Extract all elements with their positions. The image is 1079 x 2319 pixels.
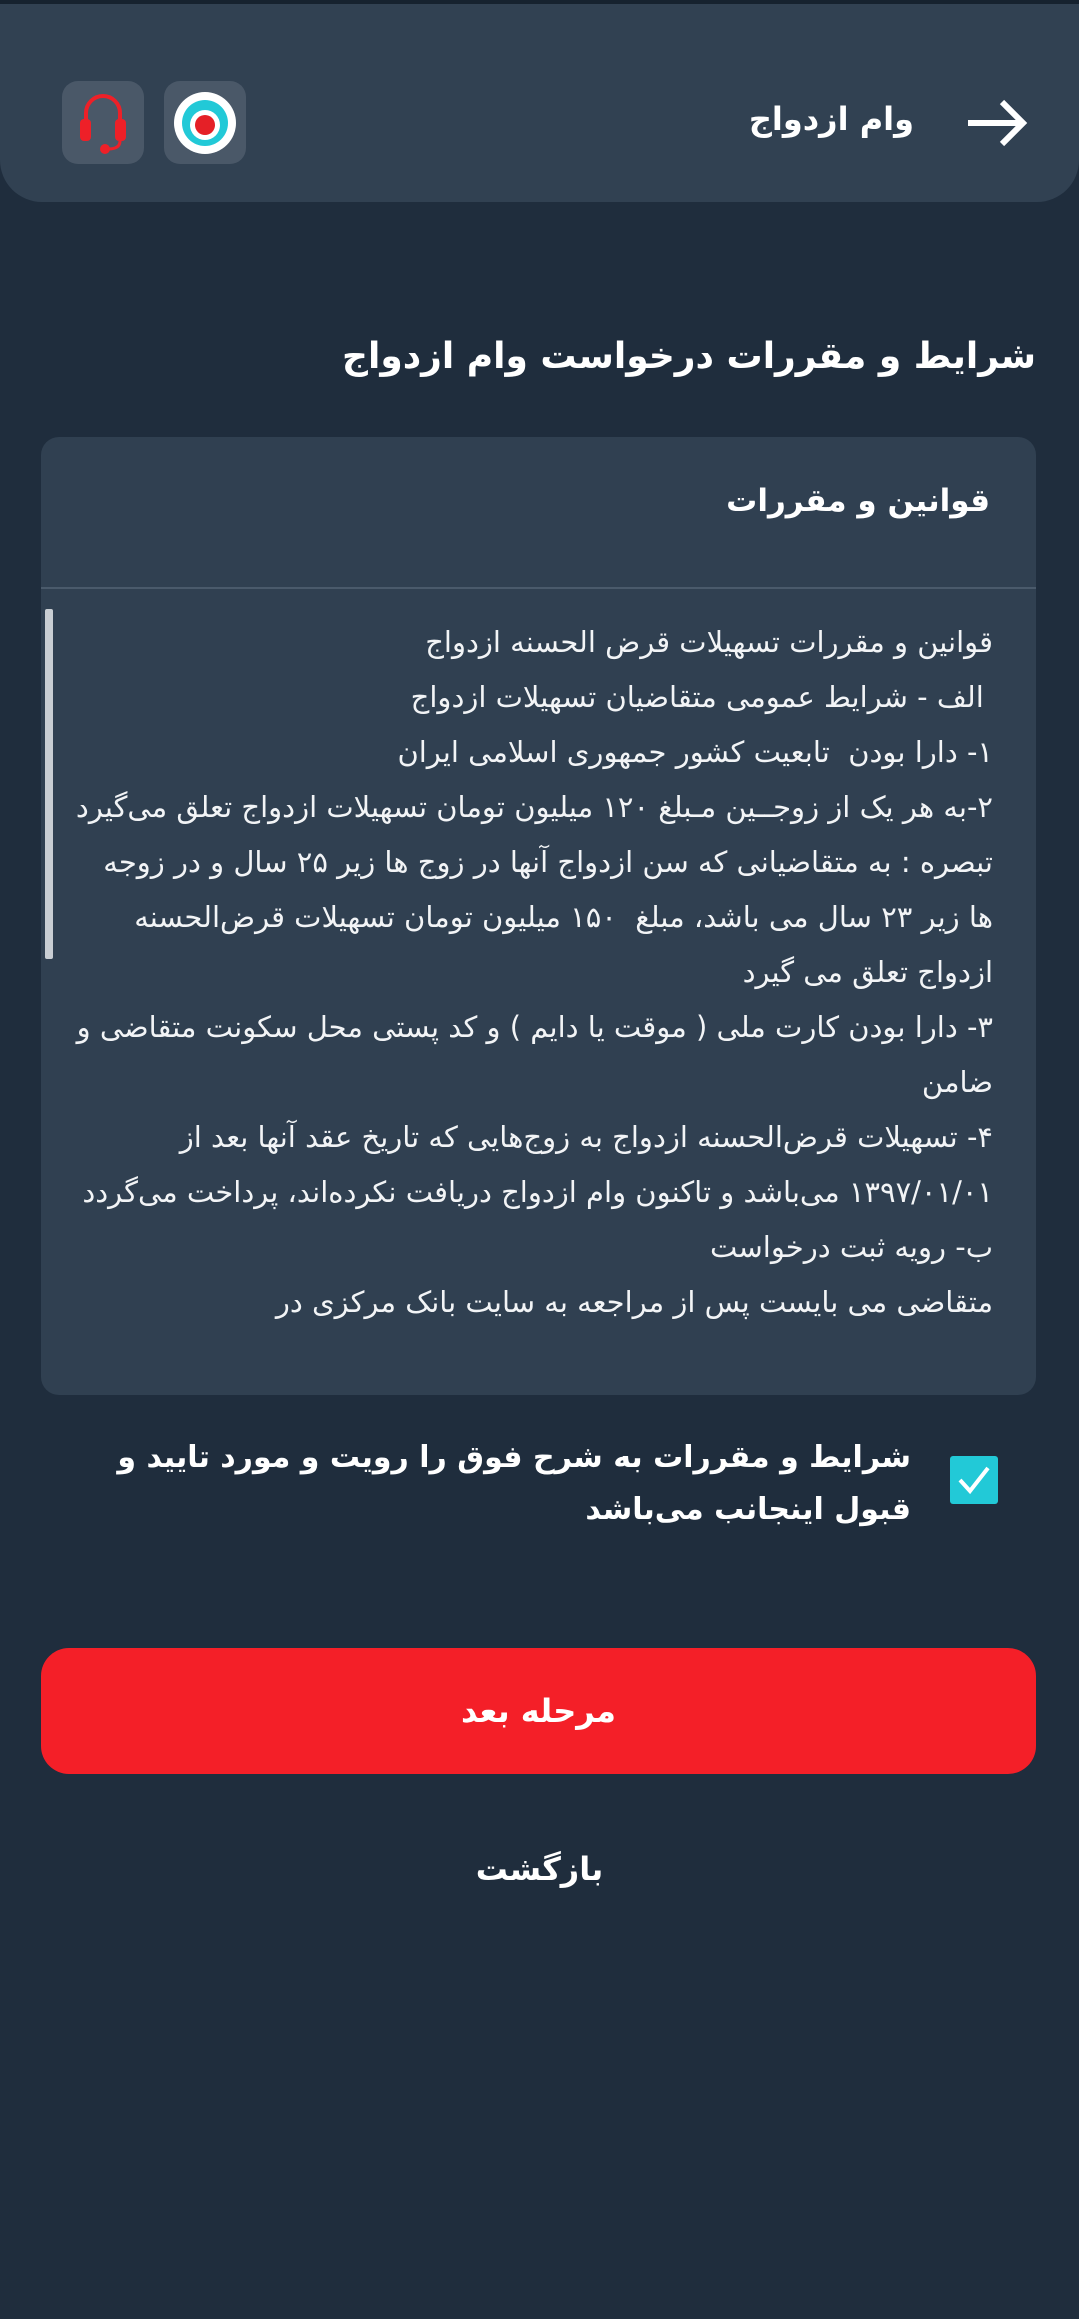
terms-card-title: قوانین و مقررات [726, 483, 990, 519]
header-title: وام ازدواج [748, 100, 914, 138]
bank-logo-button[interactable] [164, 81, 246, 164]
agree-label[interactable]: شرایط و مقررات به شرح فوق را رویت و مورد تایید و قبول اینجانب می‌باشد [117, 1440, 911, 1527]
terms-line: قوانین و مقررات تسهیلات قرض الحسنه ازدواج [425, 625, 993, 659]
arrow-right-icon[interactable] [966, 98, 1028, 148]
app-header [0, 4, 1079, 202]
terms-line: الف - شرایط عمومی متقاضیان تسهیلات ازدواج [410, 680, 993, 714]
terms-line: تبصره : به متقاضیانی که سن ازدواج آنها در زوج ها زیر ۲۵ سال و در زوجه ها زیر ۲۳ سال می باشد، مبلغ ۱۵۰ میلیون تومان تسهیلات قرض‌الحسنه ازدواج تعلق می گیرد [94, 845, 993, 989]
target-icon [173, 91, 237, 155]
terms-card [41, 437, 1036, 1395]
terms-line: ۱- دارا بودن تابعیت کشور جمهوری اسلامی ایران [397, 735, 993, 769]
terms-line: متقاضی می بایست پس از مراجعه به سایت بانک مرکزی در [275, 1285, 993, 1319]
headset-icon [78, 91, 128, 155]
terms-line: ۲-به هر یک از زوجــین مـبلغ ۱۲۰ میلیون تومان تسهیلات ازدواج تعلق می‌گیرد [75, 790, 993, 824]
support-button[interactable] [62, 81, 144, 164]
next-step-button[interactable]: مرحله بعد [41, 1648, 1036, 1774]
page-title: شرایط و مقررات درخواست وام ازدواج [342, 336, 1036, 377]
back-button[interactable]: بازگشت [475, 1850, 604, 1888]
terms-line: ۴- تسهیلات قرض‌الحسنه ازدواج به زوج‌هایی که تاریخ عقد آنها بعد از ۱۳۹۷/۰۱/۰۱ می‌باشد و تاکنون وام ازدواج دریافت نکرده‌اند، پرداخت می‌گردد [82, 1120, 993, 1209]
terms-text[interactable] [67, 615, 993, 1330]
divider [41, 587, 1036, 589]
scrollbar[interactable] [45, 609, 53, 959]
terms-line: ب- رویه ثبت درخواست [709, 1230, 993, 1264]
check-icon [957, 1465, 991, 1495]
agree-checkbox[interactable] [950, 1456, 998, 1504]
terms-line: ۳- دارا بودن کارت ملی ( موقت یا دایم ) و کد پستی محل سکونت متقاضی و ضامن [67, 1010, 993, 1099]
